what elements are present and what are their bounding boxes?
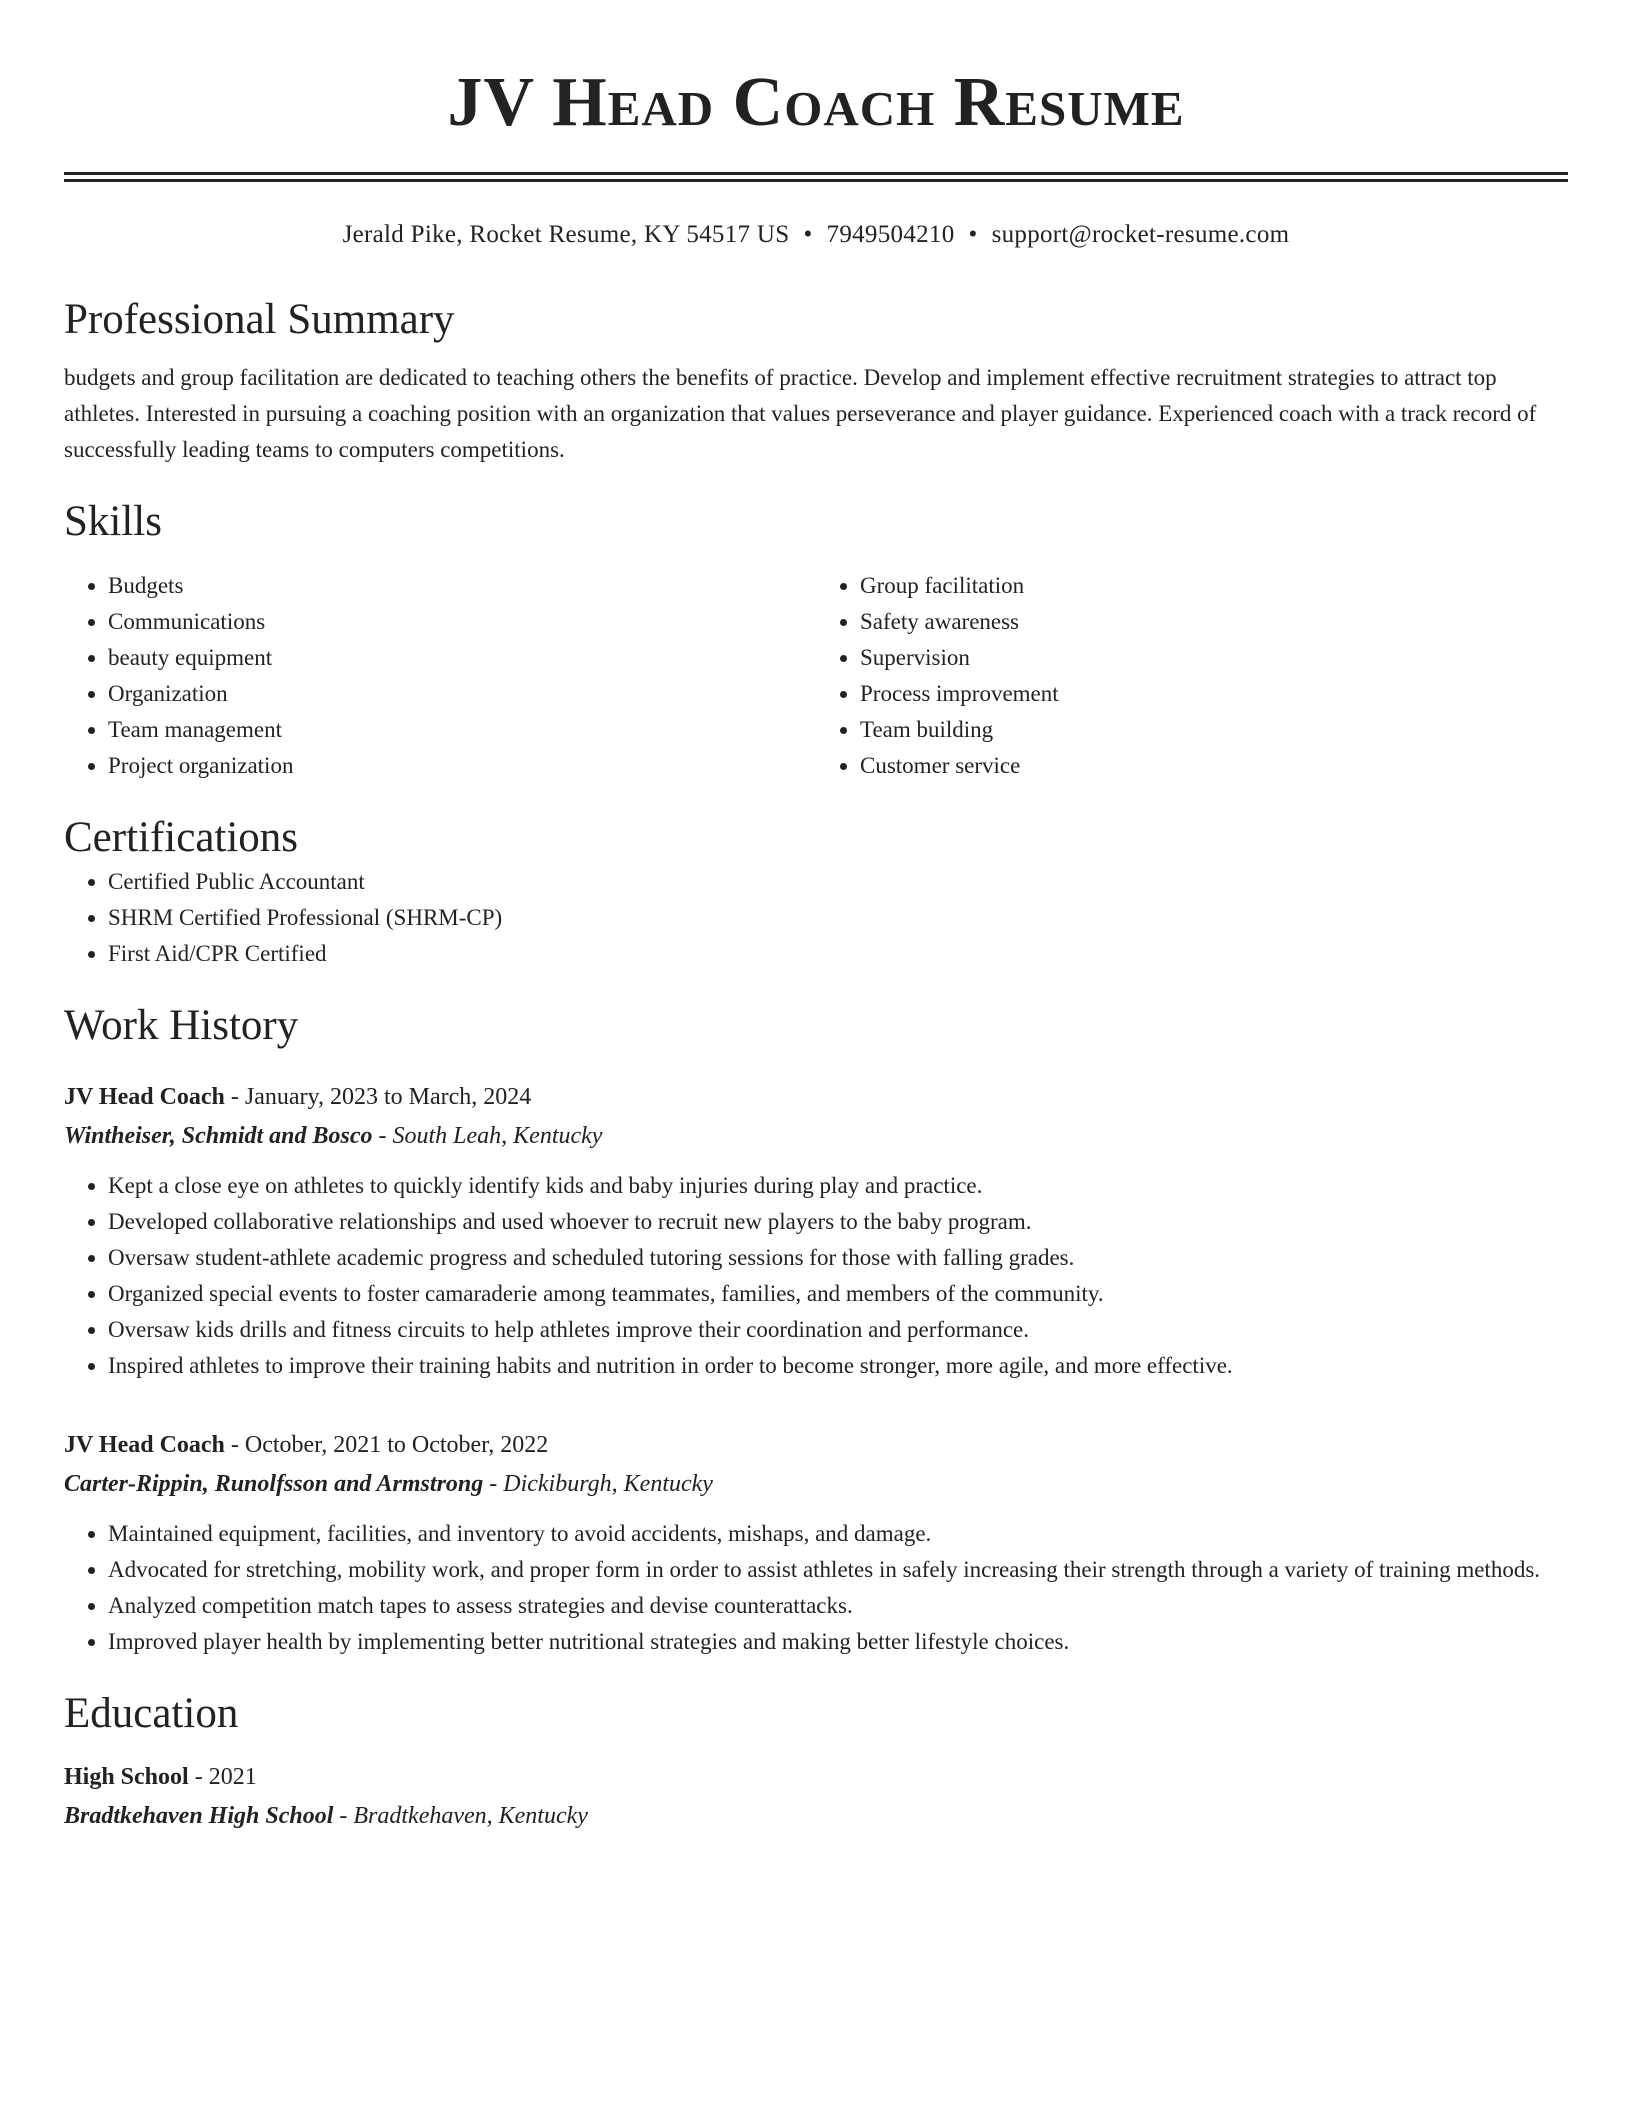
section-heading-education: Education bbox=[64, 1690, 239, 1737]
skill-item: • Team building bbox=[860, 712, 1568, 748]
certification-item: • First Aid/CPR Certified bbox=[108, 936, 1568, 972]
skill-item: • Communications bbox=[108, 604, 816, 640]
skills-columns bbox=[64, 568, 1568, 784]
section-heading-summary: Professional Summary bbox=[64, 296, 455, 343]
job-duty-item: • Oversaw kids drills and fitness circuits to help athletes improve their coordination and performance. bbox=[108, 1312, 1568, 1348]
school-name: Bradtkehaven High School bbox=[64, 1803, 334, 1829]
school-location: - Bradtkehaven, Kentucky bbox=[333, 1803, 588, 1829]
employer-location: - South Leah, Kentucky bbox=[372, 1123, 603, 1149]
employer-name: Wintheiser, Schmidt and Bosco bbox=[64, 1123, 373, 1149]
title-double-rule bbox=[64, 172, 1568, 182]
skill-item: • Group facilitation bbox=[860, 568, 1568, 604]
job-duty-item: • Advocated for stretching, mobility work, and proper form in order to assist athletes in safely increasing their strength through a variety of training methods. bbox=[108, 1552, 1568, 1588]
contact-phone: 7949504210 bbox=[826, 221, 955, 248]
degree-line bbox=[64, 1758, 1568, 1796]
job-title: JV Head Coach bbox=[64, 1432, 225, 1458]
summary-text: budgets and group facilitation are dedicated to teaching others the benefits of practice. Develop and implement effective recruitment strategies to attract top athletes. Interested in pursuing a coaching position with an organization that values perseverance and player guidance. Experienced coach with a track record of successfully leading teams to computers competitions. bbox=[64, 365, 1537, 462]
job-entry bbox=[64, 1078, 1568, 1384]
certification-item: • SHRM Certified Professional (SHRM-CP) bbox=[108, 900, 1568, 936]
employer-line bbox=[64, 1116, 1568, 1156]
degree-year: - 2021 bbox=[188, 1764, 257, 1790]
job-duties-list bbox=[64, 1168, 1568, 1384]
education-section bbox=[64, 1688, 1568, 1836]
skill-item: • Team management bbox=[108, 712, 816, 748]
job-title: JV Head Coach bbox=[64, 1084, 225, 1110]
job-duty-item: • Oversaw student-athlete academic progress and scheduled tutoring sessions for those with falling grades. bbox=[108, 1240, 1568, 1276]
skills-list-right bbox=[816, 568, 1568, 784]
job-duty-item: • Inspired athletes to improve their training habits and nutrition in order to become stronger, more agile, and more effective. bbox=[108, 1348, 1568, 1384]
skill-item: • Safety awareness bbox=[860, 604, 1568, 640]
job-entry bbox=[64, 1426, 1568, 1660]
contact-line bbox=[64, 218, 1568, 252]
employer-name: Carter-Rippin, Runolfsson and Armstrong bbox=[64, 1471, 484, 1497]
skills-section bbox=[64, 496, 1568, 784]
contact-separator: • bbox=[803, 221, 813, 248]
skill-item: • Supervision bbox=[860, 640, 1568, 676]
job-duty-item: • Organized special events to foster camaraderie among teammates, families, and members of the community. bbox=[108, 1276, 1568, 1312]
job-dates: - January, 2023 to March, 2024 bbox=[224, 1084, 532, 1110]
job-duty-item: • Developed collaborative relationships and used whoever to recruit new players to the baby program. bbox=[108, 1204, 1568, 1240]
job-title-line bbox=[64, 1078, 1568, 1116]
certification-item: • Certified Public Accountant bbox=[108, 864, 1568, 900]
job-duties-list bbox=[64, 1516, 1568, 1660]
certifications-list bbox=[64, 864, 1568, 972]
education-entry bbox=[64, 1758, 1568, 1836]
skill-item: • Organization bbox=[108, 676, 816, 712]
work-history-section bbox=[64, 1000, 1568, 1660]
job-duty-item: • Maintained equipment, facilities, and inventory to avoid accidents, mishaps, and damage. bbox=[108, 1516, 1568, 1552]
professional-summary-section bbox=[64, 294, 1568, 468]
job-duty-item: • Kept a close eye on athletes to quickly identify kids and baby injuries during play and practice. bbox=[108, 1168, 1568, 1204]
skill-item: • Customer service bbox=[860, 748, 1568, 784]
contact-separator: • bbox=[968, 221, 978, 248]
employer-location: - Dickiburgh, Kentucky bbox=[483, 1471, 713, 1497]
employer-line bbox=[64, 1464, 1568, 1504]
job-dates: - October, 2021 to October, 2022 bbox=[224, 1432, 549, 1458]
skill-item: • Project organization bbox=[108, 748, 816, 784]
job-duty-item: • Analyzed competition match tapes to assess strategies and devise counterattacks. bbox=[108, 1588, 1568, 1624]
job-duty-item: • Improved player health by implementing better nutritional strategies and making better lifestyle choices. bbox=[108, 1624, 1568, 1660]
section-heading-skills: Skills bbox=[64, 498, 162, 545]
section-heading-work-history: Work History bbox=[64, 1002, 299, 1049]
job-title-line bbox=[64, 1426, 1568, 1464]
contact-address: Jerald Pike, Rocket Resume, KY 54517 US bbox=[342, 221, 790, 248]
degree-name: High School bbox=[64, 1764, 189, 1790]
skill-item: • beauty equipment bbox=[108, 640, 816, 676]
certifications-section bbox=[64, 812, 1568, 972]
contact-email: support@rocket-resume.com bbox=[991, 221, 1290, 248]
resume-title: JV Head Coach Resume bbox=[447, 64, 1185, 141]
skill-item: • Budgets bbox=[108, 568, 816, 604]
school-line bbox=[64, 1796, 1568, 1836]
skill-item: • Process improvement bbox=[860, 676, 1568, 712]
section-heading-certifications: Certifications bbox=[64, 814, 299, 861]
skills-list-left bbox=[64, 568, 816, 784]
